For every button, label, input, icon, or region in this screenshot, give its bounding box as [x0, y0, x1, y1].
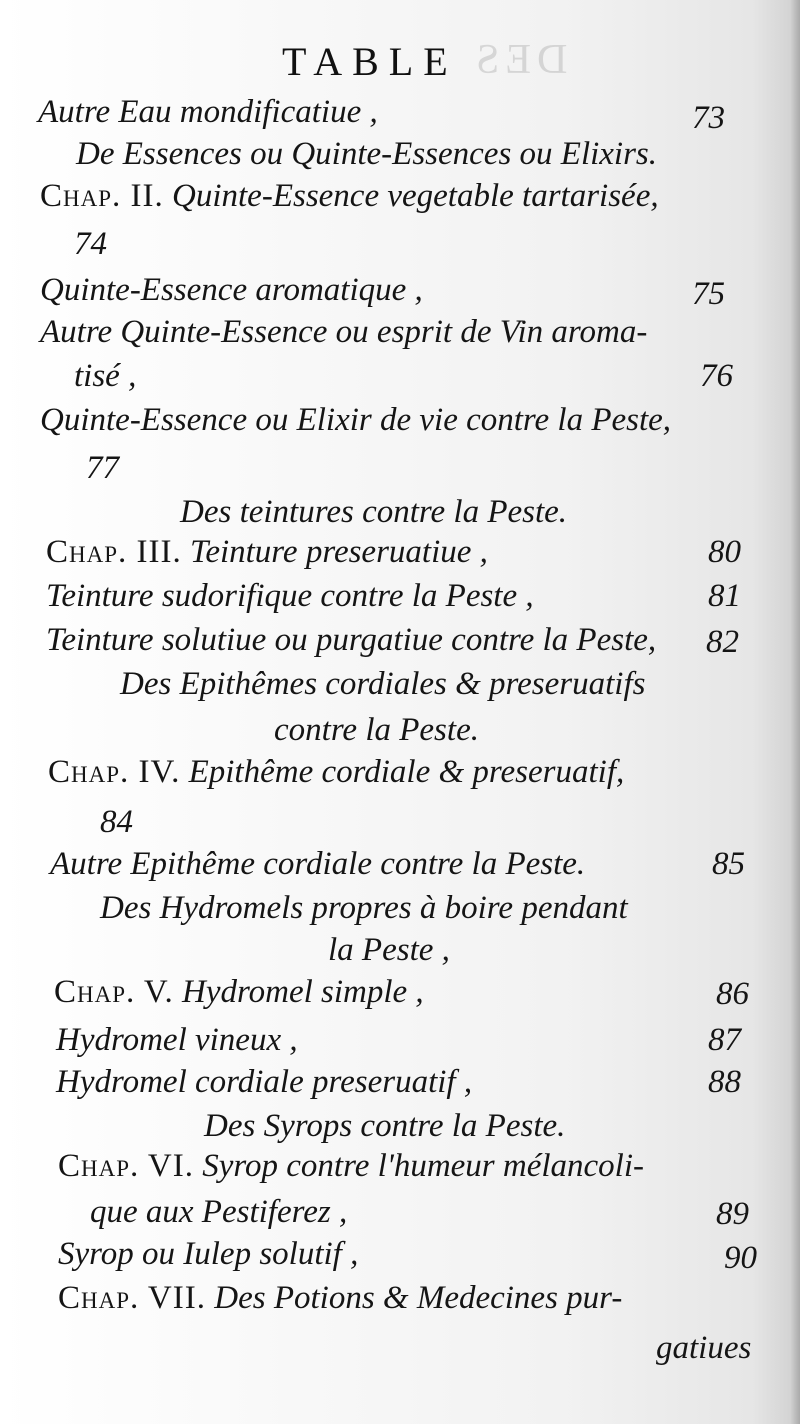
entry-page-number: 75 [692, 276, 725, 312]
entry-text: Hydromel cordiale preseruatif , [56, 1064, 473, 1100]
section-heading-continuation: contre la Peste. [274, 712, 479, 748]
entry-text: Hydromel vineux , [56, 1022, 298, 1058]
entry-text: Autre Epithême cordiale contre la Peste. [50, 846, 586, 882]
entry-page-number: 82 [706, 624, 739, 660]
entry-continuation: 77 [86, 450, 119, 486]
chapter-label: Chap. IV. [48, 754, 181, 790]
entry-text: Teinture sudorifique contre la Peste , [46, 578, 534, 614]
entry-text: Syrop ou Iulep solutif , [58, 1236, 359, 1272]
chapter-entry [46, 534, 488, 571]
entry-page-number: 87 [708, 1022, 741, 1058]
entry-continuation: tisé , [74, 358, 137, 394]
entry-text: Teinture solutiue ou purgatiue contre la Peste, [46, 622, 657, 658]
page-edge-shadow [790, 0, 800, 1424]
section-heading: De Essences ou Quinte-Essences ou Elixirs. [76, 136, 658, 172]
section-heading: Des Syrops contre la Peste. [204, 1108, 566, 1144]
section-heading: Des Hydromels propres à boire pendant [100, 890, 628, 926]
entry-continuation: gatiues [656, 1330, 752, 1366]
show-through-text: DES [470, 37, 568, 83]
entry-text: Quinte-Essence vegetable tartarisée, [172, 178, 659, 214]
chapter-label: Chap. II. [40, 178, 164, 214]
entry-page-number: 89 [716, 1196, 749, 1232]
entry-page-number: 73 [692, 100, 725, 136]
entry-page-number: 85 [712, 846, 745, 882]
chapter-entry [54, 974, 424, 1011]
entry-text: Syrop contre l'humeur mélancoli- [202, 1148, 645, 1184]
chapter-label: Chap. V. [54, 974, 174, 1010]
chapter-label: Chap. III. [46, 534, 182, 570]
entry-page-number: 86 [716, 976, 749, 1012]
entry-page-number: 81 [708, 578, 741, 614]
entry-continuation: que aux Pestiferez , [90, 1194, 348, 1230]
entry-continuation: 74 [74, 226, 107, 262]
entry-text: Hydromel simple , [182, 974, 424, 1010]
entry-page-number: 76 [700, 358, 733, 394]
section-heading: Des teintures contre la Peste. [180, 494, 568, 530]
section-heading: Des Epithêmes cordiales & preseruatifs [120, 666, 646, 702]
chapter-entry [58, 1148, 644, 1185]
section-heading-continuation: la Peste , [328, 932, 450, 968]
entry-text: Teinture preseruatiue , [190, 534, 488, 570]
entry-text: Quinte-Essence aromatique , [40, 272, 423, 308]
chapter-entry [58, 1280, 622, 1317]
chapter-entry [48, 754, 624, 791]
entry-page-number: 90 [724, 1240, 757, 1276]
entry-text: Autre Quinte-Essence ou esprit de Vin aroma- [40, 314, 648, 350]
entry-text: Quinte-Essence ou Elixir de vie contre la Peste, [40, 402, 672, 438]
running-head: TABLE [282, 39, 458, 84]
chapter-label: Chap. VII. [58, 1280, 206, 1316]
entry-page-number: 88 [708, 1064, 741, 1100]
entry-continuation: 84 [100, 804, 133, 840]
entry-text: Des Potions & Medecines pur- [214, 1280, 623, 1316]
entry-text: Autre Eau mondificatiue , [38, 94, 378, 130]
entry-page-number: 80 [708, 534, 741, 570]
chapter-entry [40, 178, 659, 215]
chapter-label: Chap. VI. [58, 1148, 194, 1184]
entry-text: Epithême cordiale & preseruatif, [188, 754, 625, 790]
